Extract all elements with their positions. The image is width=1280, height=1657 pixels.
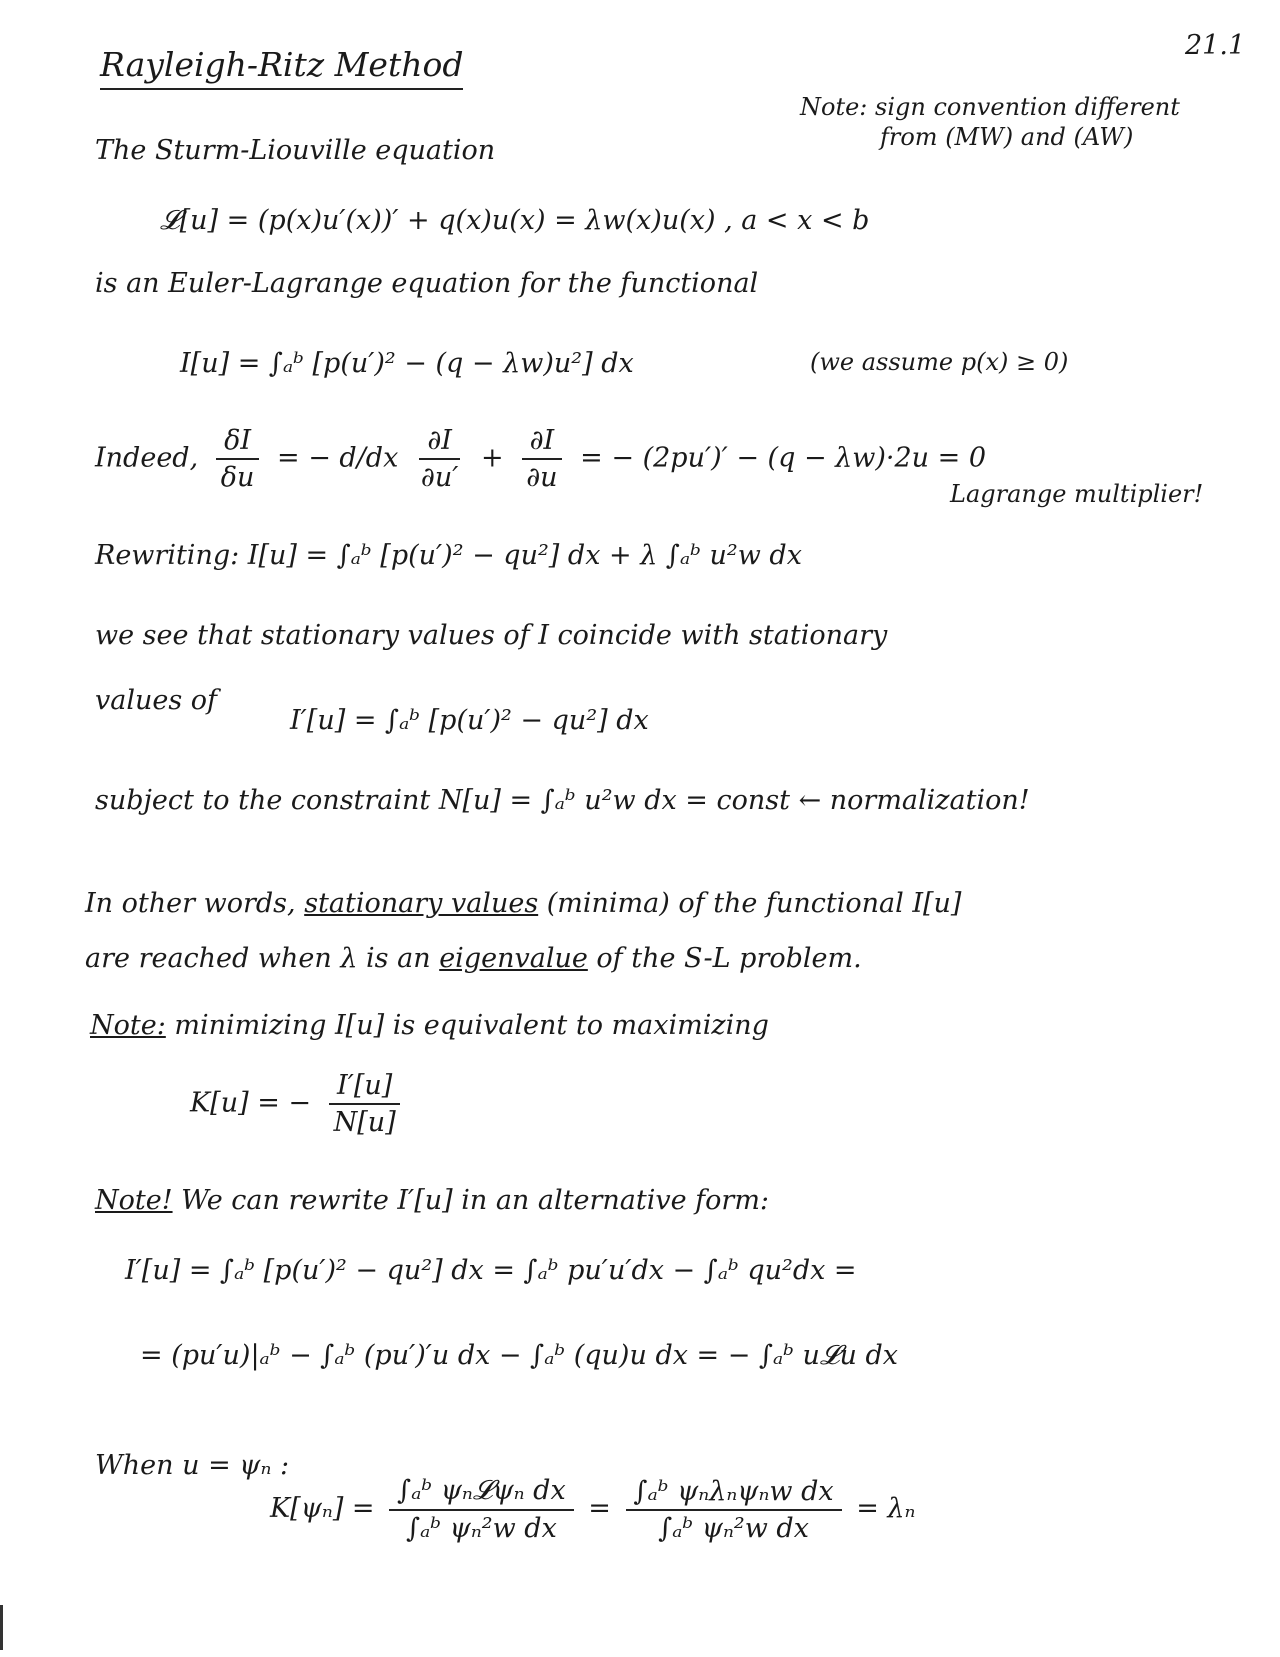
- frac-den: ∫ₐᵇ ψₙ²w dx: [658, 1512, 809, 1544]
- frac-den: ∂u′: [420, 462, 459, 493]
- text: = λₙ: [856, 1493, 916, 1524]
- when-text: When u = ψₙ :: [95, 1450, 290, 1481]
- note-alternative: [95, 1185, 769, 1216]
- assumption-note: (we assume p(x) ≥ 0): [810, 348, 1069, 376]
- frac-den: δu: [220, 462, 255, 493]
- i-prime-equation: I′[u] = ∫ₐᵇ [p(u′)² − qu²] dx: [290, 705, 649, 736]
- rewriting-equation: Rewriting: I[u] = ∫ₐᵇ [p(u′)² − qu²] dx + λ ∫ₐᵇ u²w dx: [95, 540, 802, 571]
- k-fraction: [326, 1070, 404, 1138]
- frac-den: ∫ₐᵇ ψₙ²w dx: [406, 1513, 557, 1544]
- term: = − d/dx: [277, 442, 399, 474]
- k-psi-fraction-1: [389, 1475, 574, 1544]
- text: are reached when λ is an: [85, 943, 440, 974]
- sign-convention-note: [800, 92, 1180, 152]
- frac-num: δI: [216, 425, 259, 460]
- term: +: [481, 442, 504, 474]
- frac-den: N[u]: [333, 1107, 396, 1138]
- term: = − (2pu′)′ − (q − λw)·2u = 0: [580, 442, 987, 474]
- note-minimizing: [90, 1010, 769, 1041]
- alternative-form-2: = (pu′u)|ₐᵇ − ∫ₐᵇ (pu′)′u dx − ∫ₐᵇ (qu)u dx = − ∫ₐᵇ u𝓛u dx: [140, 1340, 899, 1371]
- scan-edge-mark: [0, 1605, 3, 1650]
- constraint-text: subject to the constraint N[u] = ∫ₐᵇ u²w dx = const ← normalization!: [95, 785, 1030, 816]
- text: =: [588, 1493, 611, 1524]
- underlined-text: stationary values: [304, 888, 539, 919]
- k-definition: [190, 1070, 410, 1138]
- text: of the S-L problem.: [587, 943, 862, 974]
- sign-note-line: from (MW) and (AW): [880, 123, 1134, 151]
- stationary-text-2: values of: [95, 685, 218, 716]
- variational-derivative: [213, 425, 263, 493]
- lagrange-multiplier-note: Lagrange multiplier!: [950, 480, 1204, 508]
- note-label: Note!: [95, 1185, 173, 1216]
- text: (minima) of the functional I[u]: [538, 888, 962, 919]
- other-words-line-1: [85, 888, 961, 919]
- text: minimizing I[u] is equivalent to maximizing: [165, 1010, 769, 1041]
- frac-num: ∫ₐᵇ ψₙ𝓛ψₙ dx: [389, 1475, 574, 1511]
- frac-num: ∂I: [522, 425, 563, 460]
- functional-equation: I[u] = ∫ₐᵇ [p(u′)² − (q − λw)u²] dx: [180, 348, 634, 379]
- frac-num: I′[u]: [329, 1070, 400, 1105]
- indeed-label: Indeed,: [95, 442, 199, 474]
- k-psi-fraction-2: [626, 1476, 842, 1544]
- text: K[u] = −: [190, 1087, 312, 1119]
- k-psi-equation: [270, 1475, 915, 1544]
- text: In other words,: [85, 888, 305, 919]
- underlined-text: eigenvalue: [439, 943, 588, 974]
- frac-num: ∫ₐᵇ ψₙλₙψₙw dx: [626, 1476, 842, 1511]
- frac-num: ∂I: [419, 425, 460, 460]
- intro-text: The Sturm-Liouville equation: [95, 135, 496, 166]
- other-words-line-2: [85, 943, 862, 974]
- frac-den: ∂u: [526, 462, 558, 493]
- sturm-liouville-equation: 𝓛[u] = (p(x)u′(x))′ + q(x)u(x) = λw(x)u(x) , a < x < b: [160, 205, 870, 236]
- euler-lagrange-text: is an Euler-Lagrange equation for the functional: [95, 268, 759, 299]
- text: We can rewrite I′[u] in an alternative form:: [172, 1185, 770, 1216]
- text: K[ψₙ] =: [270, 1493, 375, 1524]
- alternative-form-1: I′[u] = ∫ₐᵇ [p(u′)² − qu²] dx = ∫ₐᵇ pu′u′dx − ∫ₐᵇ qu²dx =: [125, 1255, 857, 1286]
- note-label: Note:: [90, 1010, 166, 1041]
- page-number: 21.1: [1185, 30, 1246, 61]
- sign-note-line: Note: sign convention different: [800, 93, 1180, 121]
- stationary-text-1: we see that stationary values of I coincide with stationary: [95, 620, 888, 651]
- variation-equation: [95, 425, 986, 493]
- partial-u: [518, 425, 565, 493]
- page-title: Rayleigh-Ritz Method: [100, 45, 463, 90]
- partial-u-prime: [413, 425, 466, 493]
